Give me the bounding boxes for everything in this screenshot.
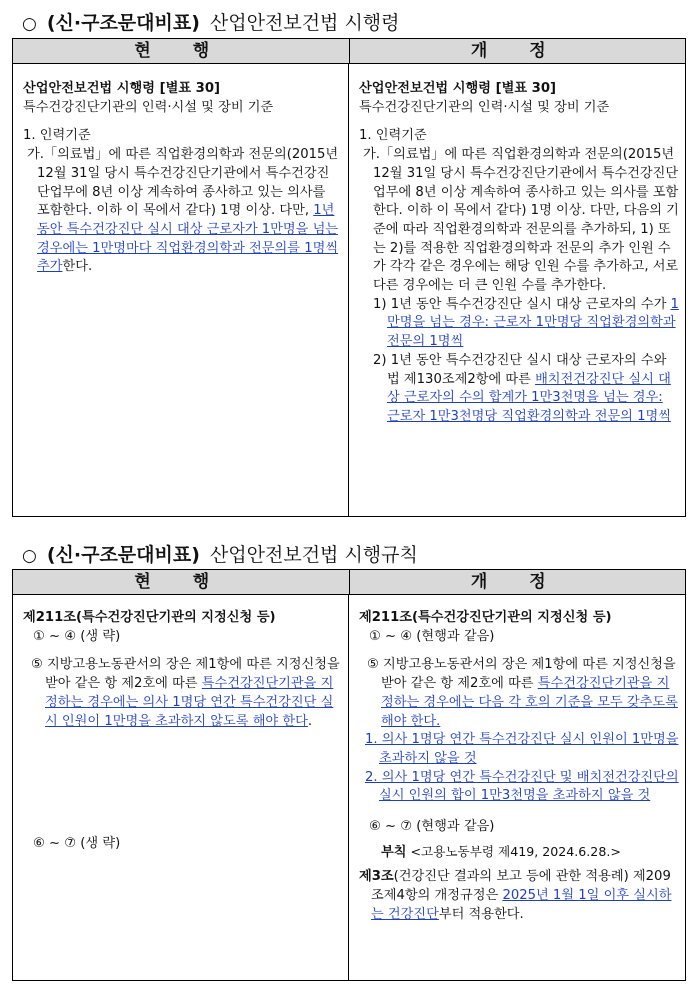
table-body bbox=[13, 595, 685, 980]
appendix-subtitle: 특수건강진단기관의 인력·시설 및 장비 기준 bbox=[23, 99, 274, 115]
clause-5 bbox=[359, 656, 679, 731]
current-column bbox=[13, 595, 349, 980]
item-heading: 1. 인력기준 bbox=[23, 128, 91, 144]
clause-1-4: ① ~ ④ (현행과 같음) bbox=[369, 628, 495, 644]
bullet-icon: ○ bbox=[22, 546, 37, 566]
clause-5 bbox=[23, 656, 342, 731]
clause-text-end: 부터 적용한다. bbox=[438, 906, 524, 922]
article-3-label: 제3조 bbox=[359, 869, 394, 885]
underlined-text: 1. 의사 1명당 연간 특수건강진단 실시 인원이 1만명을 초과하지 않을 것 bbox=[365, 732, 679, 766]
appendix-title: 산업안전보건법 시행령 [별표 30] bbox=[359, 81, 557, 96]
compare-label: (신·구조문대비표) bbox=[46, 12, 200, 34]
underlined-text: 2025년 1월 1일 이후 실시하는 건강진단 bbox=[371, 888, 672, 922]
underlined-text: 2. 의사 1명당 연간 특수건강진단 및 배치전건강진단의 실시 인원의 합이 1만3천명을 초과하지 않을 것 bbox=[365, 769, 679, 804]
underlined-text: 1만명을 넘는 경우: 근로자 1만명당 직업환경의학과 전문의 1명씩 bbox=[387, 296, 679, 350]
compare-label: (신·구조문대비표) bbox=[46, 544, 200, 566]
header-current: 현 행 bbox=[13, 570, 350, 594]
clause-text: ⑤ 지방고용노동관서의 장은 제1항에 따른 지정신청을 받아 같은 항 제2호에 따른 bbox=[31, 657, 340, 692]
sub-clause-2 bbox=[359, 352, 679, 427]
table-body bbox=[13, 64, 685, 516]
article-title: 제211조(특수건강진단기관의 지정신청 등) bbox=[23, 610, 276, 625]
header-current: 현 행 bbox=[13, 39, 350, 63]
item-heading: 1. 인력기준 bbox=[359, 128, 427, 144]
clause-text: ⑤ 지방고용노동관서의 장은 제1항에 따른 지정신청을 받아 같은 항 제2호에 따른 bbox=[367, 657, 676, 692]
bullet-icon: ○ bbox=[22, 14, 37, 34]
article-3 bbox=[359, 868, 679, 924]
comparison-table-1 bbox=[12, 38, 686, 517]
revised-column bbox=[349, 64, 685, 516]
table-header bbox=[13, 570, 685, 595]
appendix-title: 산업안전보건법 시행령 [별표 30] bbox=[23, 81, 221, 96]
section-1-title bbox=[22, 8, 400, 35]
comparison-table-2 bbox=[12, 569, 686, 981]
clause-text: 2) 1년 동안 특수건강진단 실시 대상 근로자의 수와 법 제130조제2항에 따른 bbox=[373, 352, 667, 387]
clause-text: 1) 1년 동안 특수건강진단 실시 대상 근로자의 수가 bbox=[373, 296, 671, 312]
underlined-text: 특수건강진단기관을 지정하는 경우에는 다음 각 호의 기준을 모두 갖추도록 해야 한다. bbox=[381, 676, 678, 729]
appendix-subtitle: 특수건강진단기관의 인력·시설 및 장비 기준 bbox=[359, 99, 610, 115]
current-column bbox=[13, 64, 349, 516]
clause-text: 가.「의료법」에 따른 직업환경의학과 전문의(2015년 12월 31일 당시 특수건강진단기관에서 특수건강진단업무에 8년 이상 계속하여 종사하고 있는 의사를 포함한다. 이하 이 목에서 같다) 1명 이상. 다만, bbox=[27, 147, 339, 219]
header-revised: 개 정 bbox=[470, 41, 564, 61]
clause-text-end: 한다. bbox=[62, 259, 93, 275]
item-1 bbox=[359, 731, 679, 768]
revised-column bbox=[349, 595, 685, 980]
underlined-text: 1년 동안 특수건강진단 실시 대상 근로자가 1만명을 넘는 경우에는 1만명마다 직업환경의학과 전문의를 1명씩 추가 bbox=[37, 203, 339, 275]
article-title: 제211조(특수건강진단기관의 지정신청 등) bbox=[359, 610, 612, 625]
law-name: 산업안전보건법 시행령 bbox=[209, 12, 400, 34]
sub-clause-1 bbox=[359, 296, 679, 352]
clause-text: (건강진단 결과의 보고 등에 관한 적용례) 제209조제4항의 개정규정은 bbox=[371, 869, 671, 904]
addenda-text: <고용노동부령 제419, 2024.6.28.> bbox=[410, 843, 621, 859]
table-header bbox=[13, 39, 685, 64]
clause-ga bbox=[23, 146, 342, 277]
addenda-label: 부칙 bbox=[381, 844, 407, 860]
clause-text-end: . bbox=[307, 713, 313, 729]
item-2 bbox=[359, 769, 679, 806]
law-name: 산업안전보건법 시행규칙 bbox=[209, 544, 418, 566]
clause-ga: 가.「의료법」에 따른 직업환경의학과 전문의(2015년 12월 31일 당시 특수건강진단기관에서 특수건강진단업무에 8년 이상 계속하여 종사하고 있는 의사를 포함한다. 이하 이 목에서 같다) 1명 이상. 다만, 다음의 기준에 따라 직업환경의학과 전문의를 추가하되, 1) 또는 2)를 적용한 직업환경의학과 전문의 추가 인원 수가 각각 같은 경우에는 해당 인원 수를 추가하고, 서로 다른 경우에는 더 큰 인원 수를 추가한다. bbox=[363, 147, 679, 294]
header-revised: 개 정 bbox=[470, 572, 564, 592]
underlined-text: 배치전건강진단 실시 대상 근로자의 수의 합계가 1만3천명을 넘는 경우: 근로자 1만3천명당 직업환경의학과 전문의 1명씩 bbox=[387, 371, 671, 424]
clause-6-7: ⑥ ~ ⑦ (현행과 같음) bbox=[369, 819, 495, 835]
addenda bbox=[359, 843, 679, 863]
clause-6-7: ⑥ ~ ⑦ (생 략) bbox=[33, 836, 121, 852]
underlined-text: 특수건강진단기관을 지정하는 경우에는 의사 1명당 연간 특수건강진단 실시 인원이 1만명을 초과하지 않도록 해야 한다 bbox=[45, 676, 334, 729]
clause-1-4: ① ~ ④ (생 략) bbox=[33, 628, 121, 644]
section-2-title bbox=[22, 540, 418, 567]
